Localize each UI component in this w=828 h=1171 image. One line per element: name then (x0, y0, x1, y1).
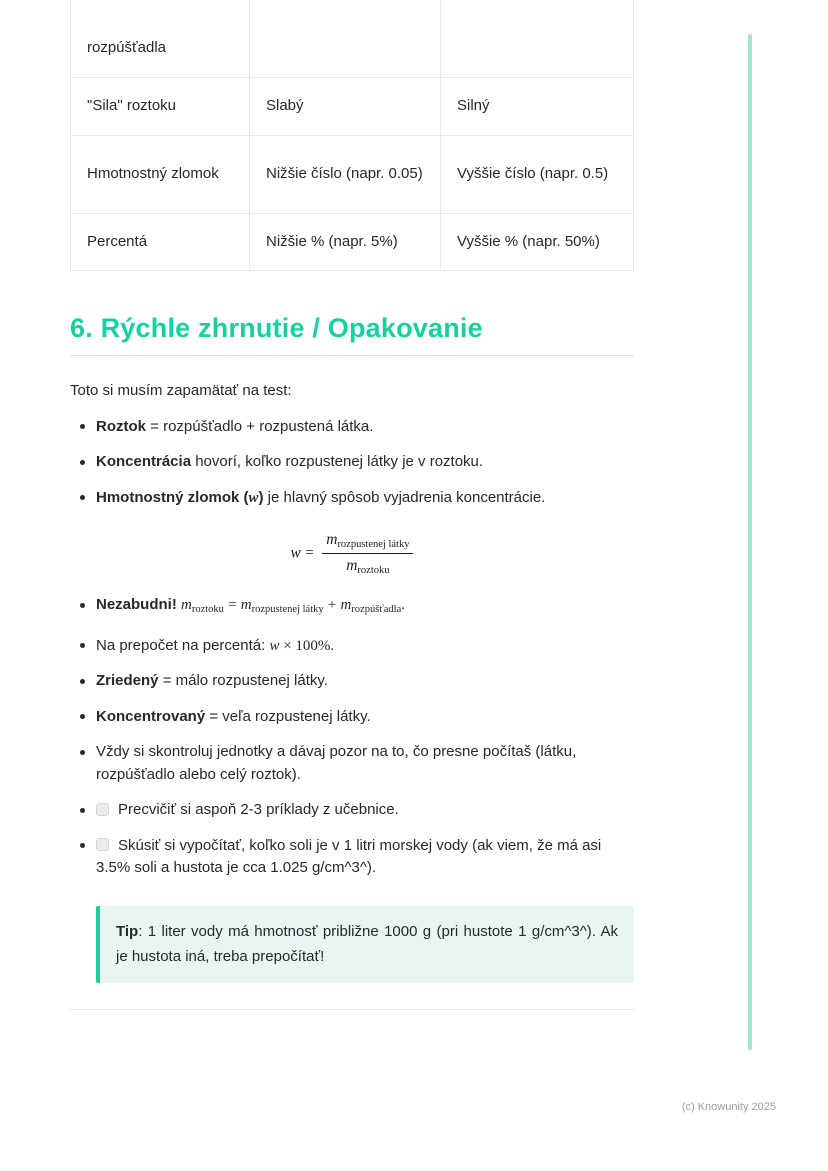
table-row (71, 0, 634, 77)
math-var-m: m (346, 557, 358, 574)
bold-term (96, 489, 264, 506)
intro-paragraph: Toto si musím zapamätať na test: (70, 381, 292, 399)
math-text: × 100%. (279, 637, 335, 654)
list-item (96, 451, 634, 474)
table-row (71, 135, 634, 213)
bold-text: ) (258, 488, 264, 506)
table-cell (250, 0, 441, 77)
formula-fraction (322, 531, 413, 576)
scroll-indicator[interactable] (748, 34, 752, 1050)
math-subscript: rozpustenej látky (251, 604, 324, 615)
math-subscript: roztoku (191, 604, 224, 615)
math-var-m: m (340, 597, 352, 613)
math-op: + (327, 597, 337, 613)
item-text: Vždy si skontroluj jednotky a dávaj pozor na to, čo presne počítaš (látku, rozpúšťadlo alebo celý roztok). (96, 743, 577, 783)
table-cell: Slabý (250, 77, 441, 135)
table-row (71, 77, 634, 135)
table-cell: Vyššie % (napr. 50%) (441, 213, 634, 270)
math-subscript: roztoku (357, 565, 390, 576)
item-text: = rozpúšťadlo + rozpustená látka. (146, 417, 374, 435)
item-text: Na prepočet na percentá: (96, 636, 270, 654)
mass-fraction-formula (70, 531, 634, 576)
fraction-numerator (322, 531, 413, 554)
bold-text: Hmotnostný zlomok ( (96, 488, 249, 506)
comparison-table (70, 0, 634, 271)
table-cell: rozpúšťadla (71, 0, 250, 77)
list-item (96, 594, 634, 622)
math-var-w: w (269, 637, 280, 654)
table-cell: "Sila" roztoku (71, 77, 250, 135)
footer-credit: (c) Knowunity 2025 (681, 1101, 776, 1113)
table-row (71, 213, 634, 270)
math-period: . (401, 597, 405, 613)
bold-term: Nezabudni! (96, 596, 177, 613)
tip-text: : 1 liter vody má hmotnosť približne 1000 g (pri hustote 1 g/cm^3^). Ak je hustota iná, treba prepočítať! (116, 922, 618, 965)
table-cell: Percentá (71, 213, 250, 270)
list-item (96, 635, 634, 658)
section-heading: 6. Rýchle zhrnutie / Opakovanie (70, 312, 483, 343)
math-var-w: w (248, 489, 259, 506)
task-checkbox[interactable] (96, 803, 109, 816)
summary-list (70, 416, 634, 510)
list-item (96, 416, 634, 439)
item-text: je hlavný spôsob vyjadrenia koncentrácie. (263, 488, 546, 506)
list-item (96, 741, 634, 786)
task-checkbox[interactable] (96, 838, 109, 851)
formula-equals: = (305, 544, 314, 562)
math-var-m: m (326, 531, 338, 548)
table-cell: Nižšie % (napr. 5%) (250, 213, 441, 270)
formula-w: w (290, 544, 301, 562)
list-item (96, 706, 634, 729)
math-op: = (228, 597, 237, 613)
item-text: = málo rozpustenej látky. (158, 672, 328, 689)
list-item-task (96, 835, 634, 880)
section-divider (70, 1009, 634, 1010)
item-text: = veľa rozpustenej látky. (205, 707, 371, 725)
table-cell: Nižšie číslo (napr. 0.05) (250, 135, 441, 213)
table-cell: Silný (441, 77, 634, 135)
fraction-denominator (322, 554, 413, 576)
summary-list-continued (70, 594, 634, 880)
list-item (96, 487, 634, 510)
bold-term: Roztok (96, 417, 146, 435)
tip-callout (96, 906, 634, 983)
item-text: Skúsiť si vypočítať, koľko soli je v 1 litri morskej vody (ak viem, že má asi 3.5% soli a hustota je cca 1.025 g/cm^3^). (96, 836, 602, 876)
document-content (70, 0, 634, 1010)
math-var-m: m (181, 597, 192, 613)
table-cell (441, 0, 634, 77)
item-text: Precvičiť si aspoň 2-3 príklady z učebnice. (118, 801, 399, 818)
inline-math (181, 596, 405, 613)
bold-term: Koncentrácia (96, 453, 192, 470)
bold-term: Koncentrovaný (96, 707, 206, 725)
item-text: hovorí, koľko rozpustenej látky je v roztoku. (191, 453, 484, 470)
math-subscript: rozpúšťadla (351, 604, 402, 615)
tip-label: Tip (116, 922, 139, 940)
bold-term: Zriedený (96, 672, 159, 689)
table-cell: Hmotnostný zlomok (71, 135, 250, 213)
heading-divider (70, 355, 634, 356)
list-item-task (96, 799, 634, 822)
table-cell: Vyššie číslo (napr. 0.5) (441, 135, 634, 213)
list-item (96, 670, 634, 693)
math-var-m: m (240, 597, 252, 613)
math-subscript: rozpustenej látky (337, 539, 410, 550)
